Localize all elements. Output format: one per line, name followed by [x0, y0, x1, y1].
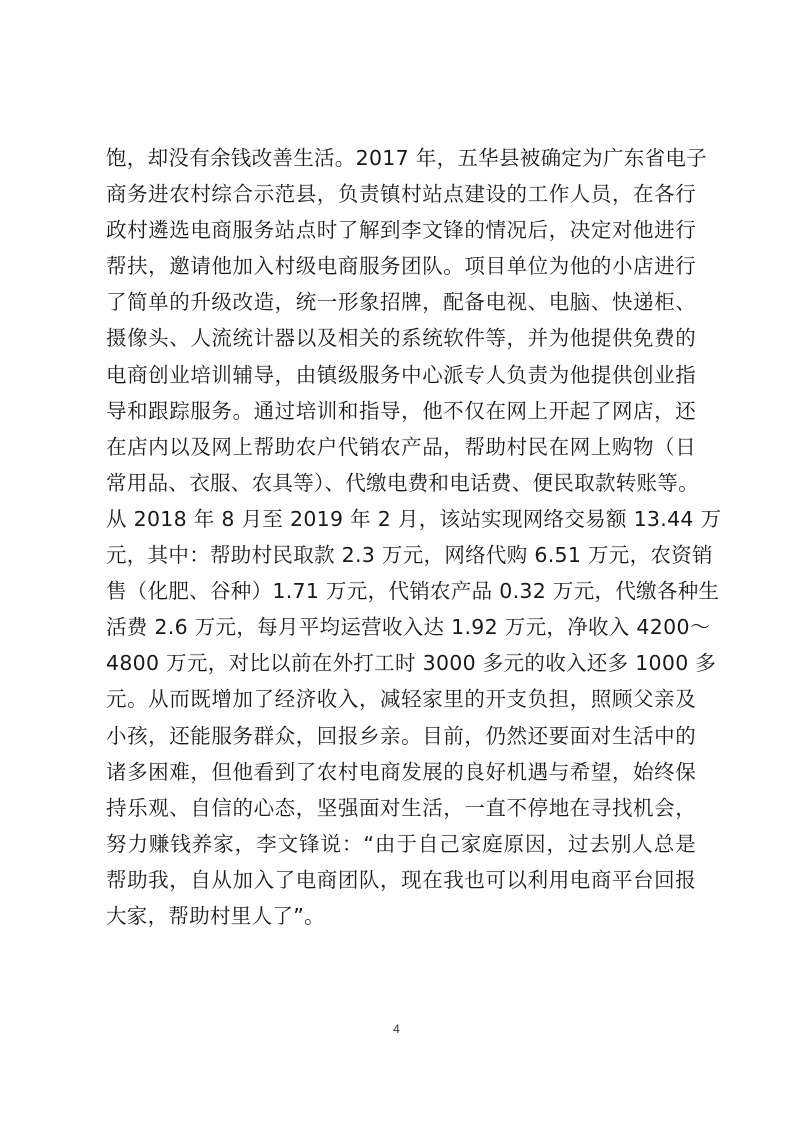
body-text [106, 140, 722, 934]
body-line: 元，其中：帮助村民取款 2.3 万元，网络代购 6.51 万元，农资销 [106, 543, 713, 568]
body-line: 小孩，还能服务群众，回报乡亲。目前，仍然还要面对生活中的 [106, 723, 696, 748]
body-line: 活费 2.6 万元，每月平均运营收入达 1.92 万元，净收入 4200～ [106, 615, 711, 640]
body-line: 元。从而既增加了经济收入，减轻家里的开支负担，照顾父亲及 [106, 687, 696, 712]
page-number: 4 [393, 1022, 400, 1036]
body-line: 帮助我，自从加入了电商团队，现在我也可以利用电商平台回报 [106, 867, 696, 892]
body-line: 在店内以及网上帮助农户代销农产品，帮助村民在网上购物（日 [106, 434, 696, 459]
body-line: 导和跟踪服务。通过培训和指导，他不仅在网上开起了网店，还 [106, 398, 696, 423]
body-line: 帮扶，邀请他加入村级电商服务团队。项目单位为他的小店进行 [106, 254, 696, 279]
body-line: 持乐观、自信的心态，坚强面对生活，一直不停地在寻找机会， [106, 795, 696, 820]
body-line: 诸多困难，但他看到了农村电商发展的良好机遇与希望，始终保 [106, 759, 696, 784]
body-line: 了简单的升级改造，统一形象招牌，配备电视、电脑、快递柜、 [106, 290, 696, 315]
body-line: 电商创业培训辅导，由镇级服务中心派专人负责为他提供创业指 [106, 362, 696, 387]
body-line: 大家，帮助村里人了”。 [106, 903, 325, 928]
body-line: 商务进农村综合示范县，负责镇村站点建设的工作人员，在各行 [106, 182, 696, 207]
body-line: 努力赚钱养家，李文锋说：“由于自己家庭原因，过去别人总是 [106, 831, 696, 856]
body-line: 摄像头、人流统计器以及相关的系统软件等，并为他提供免费的 [106, 326, 696, 351]
body-line: 常用品、衣服、农具等）、代缴电费和电话费、便民取款转账等。 [106, 470, 699, 495]
body-line: 售（化肥、谷种）1.71 万元，代销农产品 0.32 万元，代缴各种生 [106, 579, 720, 604]
body-line: 政村遴选电商服务站点时了解到李文锋的情况后，决定对他进行 [106, 218, 696, 243]
body-line: 4800 万元，对比以前在外打工时 3000 多元的收入还多 1000 多 [106, 651, 717, 676]
body-line: 从 2018 年 8 月至 2019 年 2 月，该站实现网络交易额 13.44 万 [106, 506, 722, 531]
body-line: 饱，却没有余钱改善生活。2017 年，五华县被确定为广东省电子 [106, 146, 707, 170]
